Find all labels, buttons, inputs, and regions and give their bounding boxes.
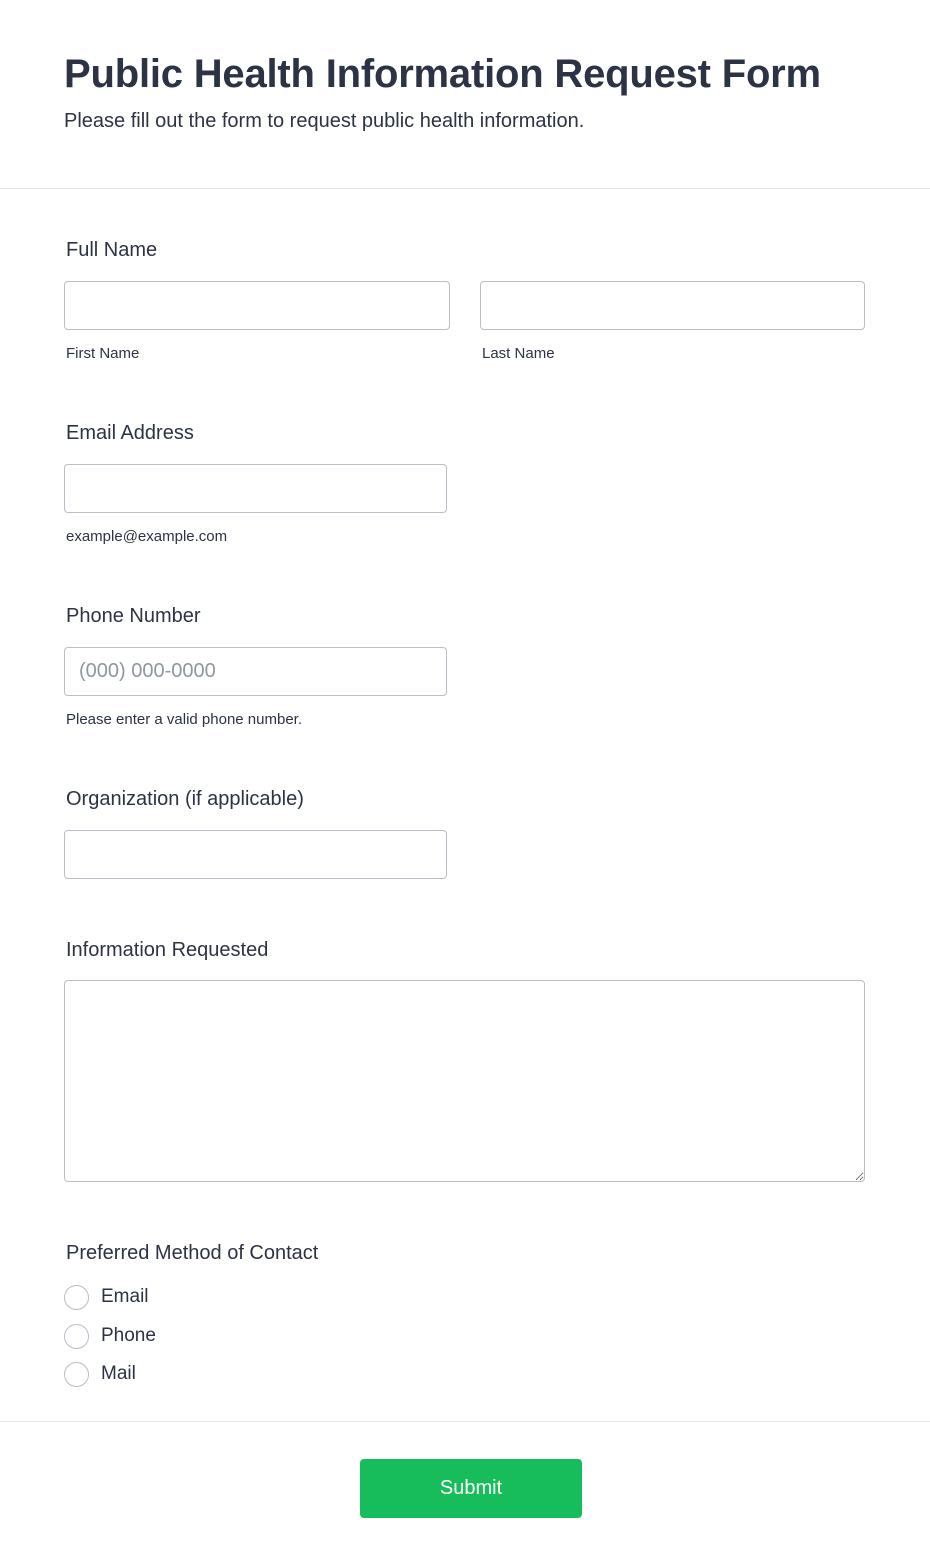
form-header xyxy=(0,0,930,189)
email-sublabel: example@example.com xyxy=(66,528,228,545)
radio-button[interactable] xyxy=(64,1362,89,1387)
phone-label: Phone Number xyxy=(66,605,201,627)
information-label: Information Requested xyxy=(66,939,269,961)
radio-label: Phone xyxy=(101,1325,156,1346)
radio-button[interactable] xyxy=(64,1285,89,1310)
radio-option-mail[interactable] xyxy=(64,1361,136,1387)
submit-button[interactable]: Submit xyxy=(360,1459,582,1518)
phone-input[interactable] xyxy=(64,647,447,696)
full-name-label: Full Name xyxy=(66,239,158,261)
contact-method-label: Preferred Method of Contact xyxy=(66,1242,319,1264)
last-name-sublabel: Last Name xyxy=(482,345,555,362)
email-label: Email Address xyxy=(66,422,194,444)
organization-label: Organization (if applicable) xyxy=(66,788,304,810)
first-name-input[interactable] xyxy=(64,281,450,330)
email-input[interactable] xyxy=(64,464,447,513)
form-title: Public Health Information Request Form xyxy=(64,52,821,96)
first-name-sublabel: First Name xyxy=(66,345,140,362)
phone-sublabel: Please enter a valid phone number. xyxy=(66,711,302,728)
radio-option-email[interactable] xyxy=(64,1284,149,1310)
organization-input[interactable] xyxy=(64,830,447,879)
information-textarea[interactable] xyxy=(64,980,865,1182)
radio-button[interactable] xyxy=(64,1324,89,1349)
form-subtitle: Please fill out the form to request public health information. xyxy=(64,110,585,132)
radio-label: Mail xyxy=(101,1363,136,1384)
radio-label: Email xyxy=(101,1286,149,1307)
last-name-input[interactable] xyxy=(480,281,865,330)
radio-option-phone[interactable] xyxy=(64,1323,156,1349)
footer-divider xyxy=(0,1421,930,1422)
